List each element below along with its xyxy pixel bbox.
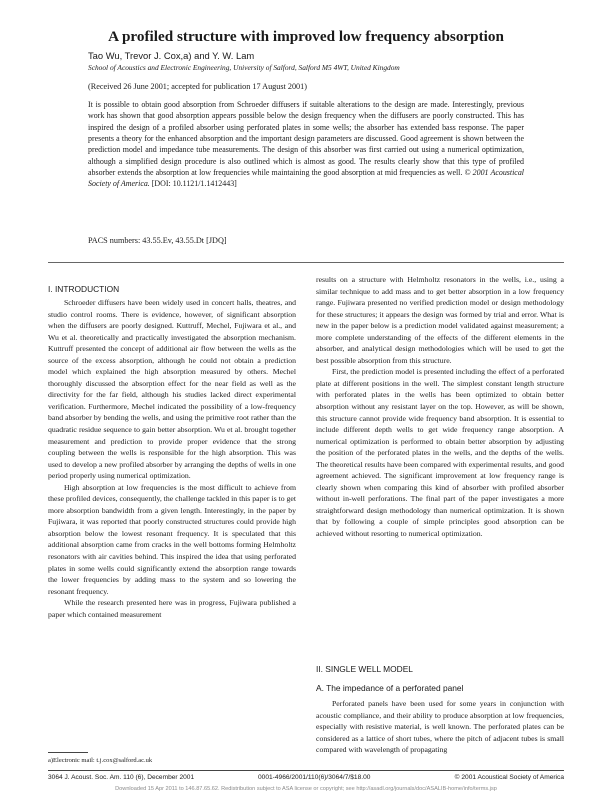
abstract bbox=[88, 99, 524, 190]
intro-paragraph-1: Schroeder diffusers have been widely used in concert halls, theatres, and studio control rooms. There is evidence, however, of significant absorption when the diffusers are poorly designed. Kuttruff, Mechel, Fujiwara et al., and Wu et al. theoretically and practically investigated the absorption mechanism. Kuttruff presented the concept of additional air flow between the wells as the source of the excess absorption, although he could not obtain a prediction model which explained the high absorption measured by others. Mechel thoroughly discussed the absorption effect for the near field as well as the directivity for the far field, although his studies lacked direct experimental verification. Furthermore, Mechel indicated the possibility of a low-frequency band absorber by bending the wells, and using the primitive root rather than the quadratic residue sequence to gain better absorption. Wu et al. brought together measurement and prediction to provide proper evidence that the strong coupling between the wells is responsible for the high absorption. This was used to develop a new profiled absorber by arranging the depths of wells in one period properly using numerical optimization. bbox=[48, 298, 296, 481]
footer-divider bbox=[48, 770, 564, 771]
right-paragraph-2: First, the prediction model is presented including the effect of a perforated plate at different positions in the well. The simplest constant length structure with perforated plates in the wells has been optimized to obtain better absorption without any resistant layer on the top. However, as will be shown, this structure cannot provide wide frequency band absorption. It is essential to include different depth wells to get wide frequency range absorption. A numerical optimization is performed to obtain better absorption by adjusting the position of the perforated plates in the wells, and the depths of the wells. The theoretical results have been compared with experimental results, and good agreement achieved. The significant improvement at low frequency range is clearly shown when comparing this kind of absorber with profiled absorber without in-well perforations. The final part of the paper investigates a more straightforward design methodology than numerical optimization. It is shown that by following a couple of simple principles good absorption can be achieved without resorting to numerical optimization. bbox=[316, 367, 564, 539]
footer-copyright: © 2001 Acoustical Society of America bbox=[454, 774, 564, 781]
subsection-heading-perforated-panel: A. The impedance of a perforated panel bbox=[316, 683, 464, 693]
header-divider bbox=[48, 262, 564, 263]
download-notice: Downloaded 15 Apr 2011 to 146.87.65.62. Redistribution subject to ASA license or copyright; see http://asadl.org/journals/doc/ASALIB-home/info/terms.jsp bbox=[115, 786, 497, 792]
right-column-lower bbox=[316, 698, 564, 756]
abstract-doi: [DOI: 10.1121/1.1412443] bbox=[151, 179, 237, 189]
right-paragraph-3: Perforated panels have been used for some years in conjunction with acoustic compliance, and their ability to produce absorption at low frequencies, especially with resistive material, is well known. The perforated plates can be considered as a lattice of short tubes, where the pitch of adjacent tubes is small compared with wavelength of propagating bbox=[316, 699, 564, 755]
affiliation: School of Acoustics and Electronic Engineering, University of Salford, Salford M5 4WT, United Kingdom bbox=[88, 63, 400, 72]
footer-journal: 3064 J. Acoust. Soc. Am. 110 (6), December 2001 bbox=[48, 774, 195, 781]
paper-title: A profiled structure with improved low frequency absorption bbox=[108, 28, 504, 45]
footer-issn: 0001-4966/2001/110(6)/3064/7/$18.00 bbox=[258, 774, 371, 781]
right-column bbox=[316, 274, 564, 540]
right-paragraph-1: results on a structure with Helmholtz resonators in the wells, i.e., using a similar technique to add mass and to get better absorption in a low frequency range. Fujiwara presented no verified prediction model or design methodology for these structures; it appears the design was formed by trial and error. What is new in the paper below is a prediction model validated against measurement; a more complete understanding of the effects of the different elements in the absorber, and analytical design methodologies which will be used to get the best possible absorption from this structure. bbox=[316, 275, 564, 365]
intro-paragraph-2: High absorption at low frequencies is the most difficult to achieve from these profiled devices, consequently, the challenge tackled in this paper is to get more absorption bandwidth from a given length. Interestingly, in the paper by Fujiwara, it was reported that poorly constructed structures could provide high absorption below the lowest resonant frequency. It is speculated that this additional absorption came from cracks in the well bottoms forming Helmholtz resonators with air cavities behind. This inspired the idea that using perforated plates in some wells could significantly extend the absorption range towards the lower frequencies by adding mass to the system and so lowering the resonant frequency. bbox=[48, 482, 296, 596]
footnote-divider bbox=[48, 752, 88, 753]
pacs-numbers: PACS numbers: 43.55.Ev, 43.55.Dt [JDQ] bbox=[88, 236, 227, 245]
section-heading-introduction: I. INTRODUCTION bbox=[48, 284, 120, 294]
abstract-text: It is possible to obtain good absorption from Schroeder diffusers if suitable alterations to the design are made. Interestingly, previous work has shown that good absorption appears possible below the design frequency when the diffusers are poorly constructed. This has inspired the design of a profiled absorber using perforated plates in some wells; the absorber has extended bass response. The paper presents a theory for the enhanced absorption and the important design parameters are discussed. Good agreement is shown between the prediction model and impedance tube measurements. The design of this absorber was first carried out using a numerical optimization, although a simplified design procedure is also outlined which is almost as good. The results clearly show that this type of profiled absorber extends the absorption at low frequencies while maintaining the good absorption at mid frequencies as well. bbox=[88, 100, 524, 178]
abstract-copyright: © 2001 Acoustical Society of America. bbox=[88, 168, 524, 189]
footnote-email: a)Electronic mail: t.j.cox@salford.ac.uk bbox=[48, 757, 153, 764]
author-list: Tao Wu, Trevor J. Cox,a) and Y. W. Lam bbox=[88, 50, 255, 61]
received-date: (Received 26 June 2001; accepted for publication 17 August 2001) bbox=[88, 82, 307, 91]
section-heading-single-well: II. SINGLE WELL MODEL bbox=[316, 664, 413, 674]
intro-paragraph-3: While the research presented here was in progress, Fujiwara published a paper which contained measurement bbox=[48, 598, 296, 619]
left-column bbox=[48, 297, 296, 620]
